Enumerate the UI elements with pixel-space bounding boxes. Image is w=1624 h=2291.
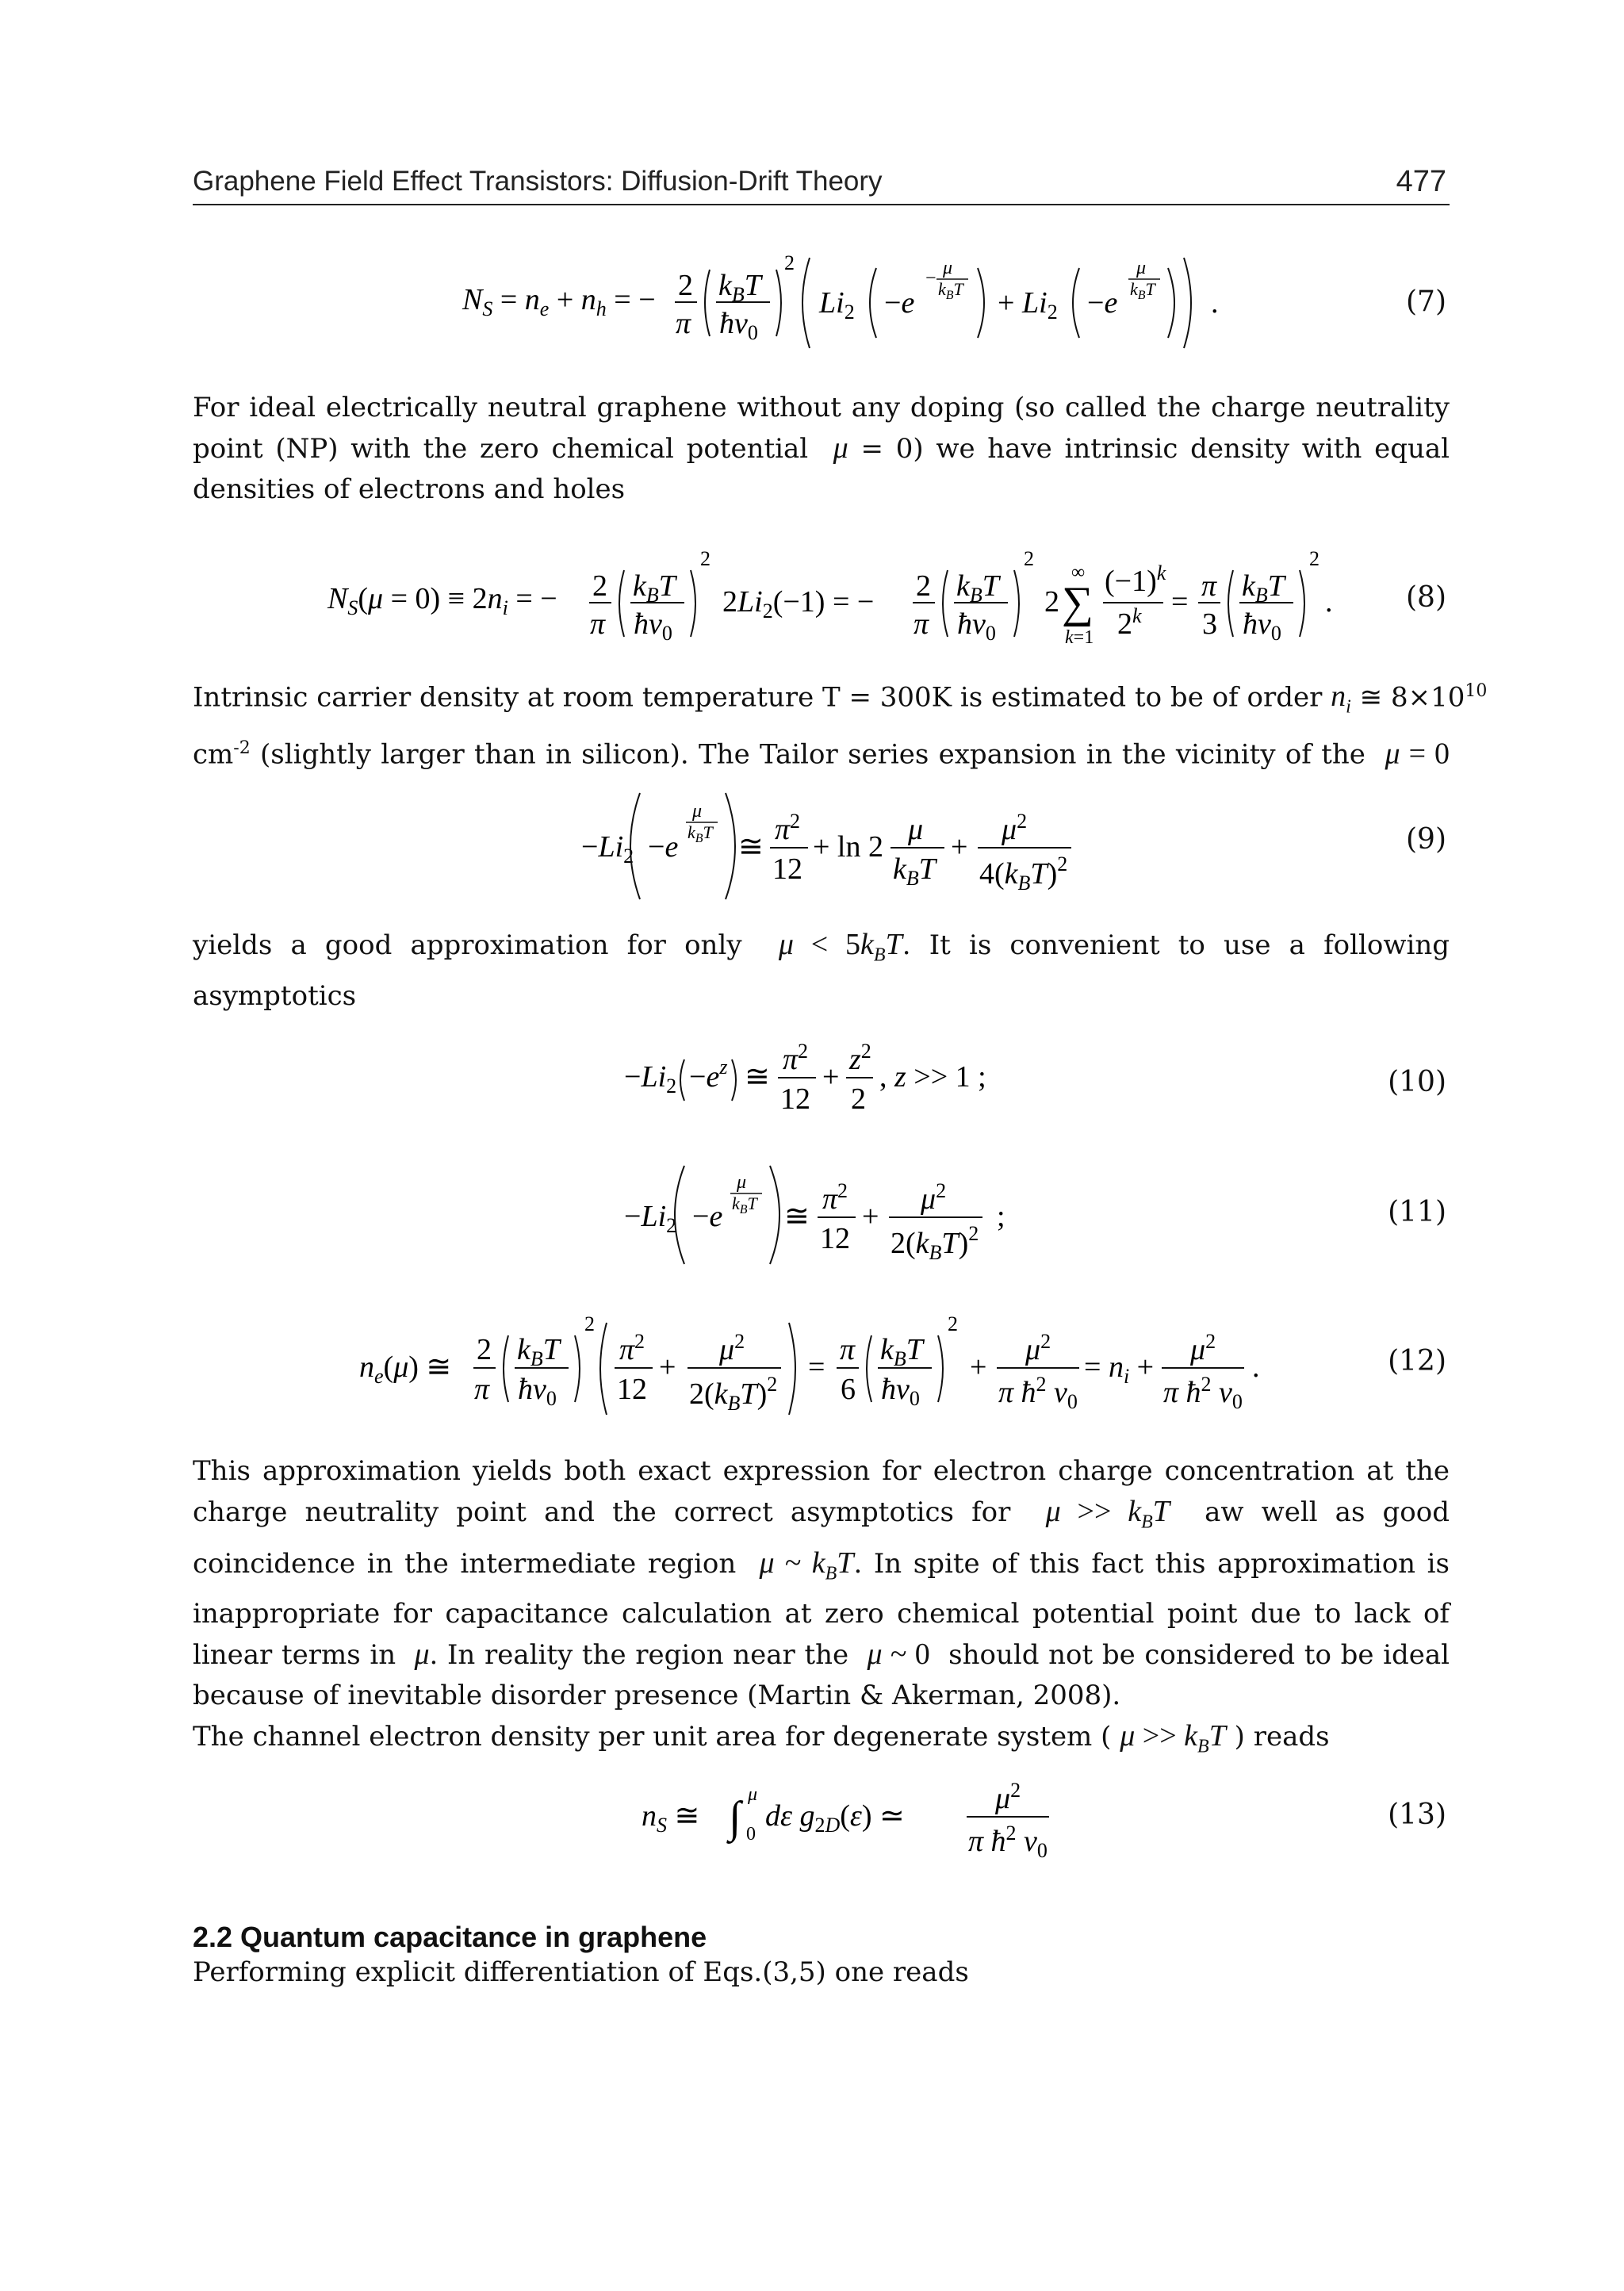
svg-text:μ: μ [943, 258, 953, 278]
equation-9 [193, 785, 1450, 904]
svg-text:−e: −e [1087, 286, 1118, 320]
svg-text:2k: 2$^k$ [1117, 604, 1142, 641]
svg-text:, z >> 1 ;: , z >> 1 ; [879, 1060, 986, 1094]
text-fragment: . In reality the region near the [429, 1639, 849, 1672]
equation-11-formula [193, 1158, 1366, 1269]
svg-text:ħv0: $ħv_0$ [518, 1373, 557, 1410]
svg-text:12: 12 [772, 852, 802, 886]
svg-text:μ: μ [1136, 258, 1147, 278]
svg-text:−Li2: $-Li_2$ [624, 1200, 677, 1237]
text-line: point (NP) with the zero chemical potential μ = 0) we have intrinsic density with equal [193, 431, 1450, 465]
svg-text:π: π [474, 1373, 490, 1406]
equation-number: (7) [1406, 285, 1446, 318]
equation-13 [193, 1760, 1450, 1871]
text-line: This approximation yields both exact expression for electron charge concentration at the [193, 1455, 1450, 1487]
svg-text:2: 2 [477, 1333, 492, 1366]
svg-text:∫: ∫ [729, 1793, 741, 1842]
svg-text:;: ; [997, 1200, 1005, 1233]
equation-10 [193, 1031, 1450, 1126]
svg-text:π ħ2 v0: π $ħ^2$ $v_0$ [1163, 1373, 1243, 1413]
svg-text:NS(μ = 0) ≡ 2ni = −: $N_S(\mu = 0) \equiv 2n_i$ = − [327, 582, 557, 619]
svg-text:NS = ne + nh = −: $N_S = n_e + n_h$ = − [462, 283, 656, 320]
text-fragment: coincidence in the intermediate region [193, 1547, 737, 1580]
svg-text:μ: μ [908, 813, 924, 846]
svg-text:k=1: k=1 [1065, 627, 1094, 648]
svg-text:3: 3 [1202, 607, 1217, 641]
paragraph-discussion [193, 1451, 1450, 1768]
svg-text:π2: $\pi^2$ [783, 1040, 809, 1076]
svg-text:π2: $\pi^2$ [775, 810, 801, 846]
text-line: For ideal electrically neutral graphene without any doping (so called the charge neutrality [193, 392, 1450, 423]
svg-text:Li2: $Li_2$ [1022, 286, 1058, 324]
svg-text:ħv0: $ħv_0$ [957, 607, 996, 645]
svg-text:.: . [1325, 585, 1333, 619]
svg-text:−e: −e [884, 286, 915, 320]
svg-text:μ: μ [737, 1172, 747, 1193]
running-header [193, 163, 1450, 205]
svg-text:kBT: $k_BT$ [1130, 279, 1155, 302]
svg-text:kBT: $k_BT$ [893, 852, 936, 890]
svg-text:kBT: $k_BT$ [880, 1333, 923, 1370]
svg-text:π ħ2 v0: π $ħ^2$ $v_0$ [968, 1822, 1048, 1862]
svg-text:+: + [659, 1350, 676, 1384]
paragraph-intrinsic-density [193, 671, 1488, 775]
svg-text:+: + [998, 286, 1015, 320]
running-title: Graphene Field Effect Transistors: Diffusion-Drift Theory [193, 166, 883, 197]
svg-text:ħv0: $ħv_0$ [1243, 607, 1281, 645]
text-line: charge neutrality point and the correct asymptotics for $\mu >> k_BT$ aw well as good [193, 1495, 1450, 1533]
svg-text:2: 2 [784, 251, 795, 274]
text-fragment: . It is convenient to use a following [902, 929, 1450, 961]
svg-text:−e: −e [648, 830, 679, 864]
svg-text:= ni +: = $n_i$ + [1084, 1350, 1155, 1388]
equation-10-formula [193, 1031, 1366, 1126]
svg-text:μ2: $\mu^2$ [995, 1779, 1021, 1815]
equation-7-formula [193, 238, 1366, 345]
section-heading: 2.2 Quantum capacitance in graphene [193, 1921, 707, 1953]
text-line: Intrinsic carrier density at room temperature T = 300K is estimated to be of order $n_i$ ≅ $8\times 10^{10}$ [193, 680, 1488, 718]
text-fragment: should not be considered to be ideal [948, 1639, 1450, 1672]
svg-text:π: π [914, 607, 929, 641]
svg-text:μ2: $\mu^2$ [1002, 810, 1028, 846]
svg-text:ne(μ) ≅: $n_e(\mu)$ ≅ [359, 1350, 452, 1388]
svg-text:ħv0: $ħv_0$ [634, 607, 672, 645]
svg-text:6: 6 [841, 1373, 856, 1406]
equation-12-formula [193, 1308, 1366, 1427]
equation-number: (11) [1388, 1196, 1446, 1228]
svg-text:2: 2 [1309, 547, 1320, 570]
equation-number: (9) [1406, 823, 1446, 856]
text-fragment: yields a good approximation for only [193, 929, 742, 961]
svg-text:ħv0: $ħv_0$ [719, 307, 758, 344]
svg-text:−Li2: $-Li_2$ [624, 1060, 677, 1098]
svg-text:ħv0: $ħv_0$ [881, 1373, 920, 1410]
svg-text:+ ln 2: + ln 2 [813, 830, 883, 864]
svg-text:−e: −e [692, 1200, 723, 1233]
equation-8 [193, 542, 1450, 657]
svg-text:+: + [822, 1060, 840, 1094]
svg-text:π: π [1201, 569, 1217, 603]
svg-text:2: 2 [916, 569, 931, 603]
svg-text:kBT: $k_BT$ [938, 279, 963, 302]
text-line: yields a good approximation for only $\mu < 5k_BT$. It is convenient to use a following [193, 928, 1450, 966]
svg-text:.: . [1252, 1350, 1260, 1384]
equation-number: (12) [1388, 1345, 1446, 1377]
text-line: linear terms in μ. In reality the region near the μ ~ 0 should not be considered to be ideal [193, 1638, 1450, 1672]
svg-text:π: π [590, 607, 606, 641]
svg-text:kBT: $k_BT$ [517, 1333, 560, 1370]
svg-text:2(kBT)2: $2(k_BT)^2$ [689, 1373, 778, 1415]
text-fragment: aw well as good [1205, 1496, 1450, 1528]
svg-text:2Li2(−1) = −: $2Li_2(-1)$ = − [722, 585, 875, 623]
svg-text:μ: μ [692, 801, 703, 822]
svg-text:Li2: $Li_2$ [819, 286, 855, 324]
svg-text:μ2: $\mu^2$ [1190, 1330, 1216, 1366]
svg-text:2: 2 [948, 1312, 958, 1335]
equation-13-formula [193, 1760, 1366, 1871]
section-intro [193, 1952, 1450, 1993]
svg-text:−: − [925, 268, 936, 289]
svg-text:2: 2 [678, 269, 693, 302]
svg-text:π: π [840, 1333, 856, 1366]
text-fragment: ≅ 8×10 [1359, 681, 1465, 714]
text-fragment: (slightly larger than in silicon). The Tailor series expansion in the vicinity of the [250, 738, 1365, 771]
svg-text:∞: ∞ [1071, 562, 1086, 583]
svg-text:2: 2 [1024, 547, 1034, 570]
svg-text:=: = [808, 1350, 825, 1384]
text-fragment: . In spite of this fact this approximation is [853, 1547, 1450, 1580]
svg-text:kBT: $k_BT$ [956, 569, 999, 607]
text-line: because of inevitable disorder presence (Martin & Akerman, 2008). [193, 1680, 1121, 1712]
svg-text:μ2: $\mu^2$ [921, 1179, 947, 1216]
svg-text:2: 2 [1044, 585, 1059, 619]
svg-text:0: 0 [746, 1824, 756, 1845]
svg-text:12: 12 [780, 1082, 810, 1116]
text-fragment: = 0) we have intrinsic density with equal [860, 433, 1450, 465]
svg-text:=: = [1171, 585, 1189, 619]
svg-text:2(kBT)2: $2(k_BT)^2$ [891, 1222, 979, 1264]
svg-text:2: 2 [700, 547, 710, 570]
svg-text:+: + [862, 1200, 879, 1233]
svg-text:≅: ≅ [738, 830, 764, 864]
superscript: -2 [233, 737, 251, 758]
svg-text:kBT: $k_BT$ [732, 1193, 757, 1216]
text-line: coincidence in the intermediate region μ ~ $k_BT$. In spite of this fact this approximation is [193, 1546, 1450, 1584]
page-number: 477 [1396, 165, 1446, 198]
svg-text:−Li2: $-Li_2$ [581, 830, 634, 868]
svg-text:∑: ∑ [1062, 578, 1094, 627]
svg-text:dε g2D(ε) ≃: dε $g_2D(\varepsilon)$ ≃ [765, 1799, 905, 1837]
equation-8-formula [193, 542, 1366, 657]
text-line: asymptotics [193, 979, 357, 1012]
svg-text:4(kBT)2: $4(k_BT)^2$ [979, 852, 1068, 895]
svg-text:2: 2 [851, 1082, 866, 1116]
text-fragment: cm [193, 738, 234, 771]
equation-number: (8) [1406, 581, 1446, 614]
svg-text:12: 12 [820, 1222, 850, 1255]
equation-number: (13) [1388, 1799, 1446, 1831]
text-fragment: Intrinsic carrier density at room temperature T = 300K is estimated to be of order [193, 681, 1323, 714]
text-line: densities of electrons and holes [193, 473, 626, 505]
text-line: inappropriate for capacitance calculation at zero chemical potential point due to lack of [193, 1598, 1450, 1630]
equation-12 [193, 1308, 1450, 1427]
superscript: 10 [1465, 681, 1488, 701]
svg-text:μ2: $\mu^2$ [1025, 1330, 1051, 1366]
svg-text:μ: μ [748, 1784, 758, 1805]
svg-text:≅: ≅ [745, 1060, 770, 1094]
svg-text:π ħ2 v0: π $ħ^2$ $v_0$ [998, 1373, 1078, 1413]
paragraph-neutrality [193, 388, 1450, 510]
text-fragment: linear terms in [193, 1639, 396, 1672]
equation-7 [193, 238, 1450, 345]
equation-9-formula [193, 785, 1366, 904]
svg-text:π: π [676, 307, 691, 340]
svg-text:12: 12 [617, 1373, 647, 1406]
paragraph-approximation [193, 925, 1450, 1017]
text-fragment: The channel electron density per unit area for degenerate system ( [193, 1721, 1112, 1753]
svg-text:z2: $z^2$ [849, 1040, 871, 1076]
equation-11 [193, 1158, 1450, 1269]
svg-text:2: 2 [592, 569, 607, 603]
svg-text:μ2: $\mu^2$ [719, 1330, 745, 1366]
svg-text:+: + [951, 830, 968, 864]
equation-number: (10) [1388, 1066, 1446, 1098]
svg-text:(−1)k: $(-1)^k$ [1105, 561, 1166, 598]
svg-text:≅: ≅ [784, 1200, 810, 1233]
svg-text:nS ≅: $n_S$ ≅ [642, 1799, 700, 1837]
svg-text:π2: $\pi^2$ [619, 1330, 645, 1366]
svg-text:+: + [970, 1350, 987, 1384]
svg-text:π2: $\pi^2$ [822, 1179, 848, 1216]
text-fragment: charge neutrality point and the correct asymptotics for [193, 1496, 1011, 1528]
svg-text:kBT: $k_BT$ [688, 822, 713, 845]
svg-text:−ez: $-e^z$ [689, 1055, 728, 1094]
text-line: The channel electron density per unit area for degenerate system ( $\mu >> k_BT$ ) reads [193, 1719, 1330, 1757]
svg-text:kBT: $k_BT$ [718, 269, 761, 306]
text-fragment: ) reads [1234, 1721, 1330, 1753]
svg-text:2: 2 [584, 1312, 595, 1335]
svg-text:.: . [1211, 286, 1219, 320]
svg-text:kBT: $k_BT$ [633, 569, 676, 607]
svg-text:kBT: $k_BT$ [1242, 569, 1285, 607]
text-line: Performing explicit differentiation of Eqs.(3,5) one reads [193, 1956, 969, 1988]
text-fragment: point (NP) with the zero chemical potential [193, 433, 809, 465]
text-line: $cm^{-2}$ (slightly larger than in silicon). The Tailor series expansion in the vicinity of the μ = 0 [193, 737, 1450, 771]
